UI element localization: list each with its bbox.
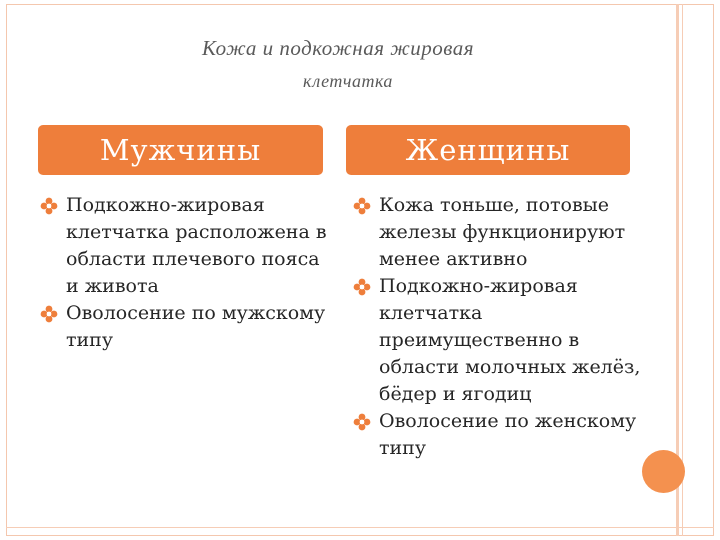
frame-accent-line-thin	[682, 4, 683, 536]
bullet-text: Подкожно-жировая клетчатка расположена в области плечевого пояса и живота	[66, 194, 327, 297]
bullet-text: Оволосение по женскому типу	[379, 410, 637, 459]
women-header-label: Женщины	[405, 133, 571, 167]
title-line-1: Кожа и подкожная жировая	[202, 36, 474, 60]
bullet-text: Кожа тоньше, потовые железы функционируют менее активно	[379, 194, 626, 270]
list-item	[353, 192, 643, 273]
women-column	[353, 192, 643, 462]
flower-bullet-icon	[353, 197, 371, 215]
men-header	[38, 125, 323, 175]
title-line-2: клетчатка	[303, 71, 393, 91]
list-item	[40, 192, 330, 300]
bullet-text: Оволосение по мужскому типу	[66, 302, 326, 351]
bullet-text: Подкожно-жировая клетчатка преимущественно в области молочных желёз, бёдер и ягодиц	[379, 275, 641, 405]
frame-bottom-line	[6, 527, 714, 528]
decorative-circle	[642, 450, 685, 493]
men-header-label: Мужчины	[99, 133, 262, 167]
list-item	[40, 300, 330, 354]
list-item	[353, 273, 643, 408]
slide-title	[0, 36, 676, 92]
women-header	[346, 125, 630, 175]
men-column	[40, 192, 330, 354]
flower-bullet-icon	[353, 413, 371, 431]
flower-bullet-icon	[40, 197, 58, 215]
flower-bullet-icon	[353, 278, 371, 296]
list-item	[353, 408, 643, 462]
flower-bullet-icon	[40, 305, 58, 323]
